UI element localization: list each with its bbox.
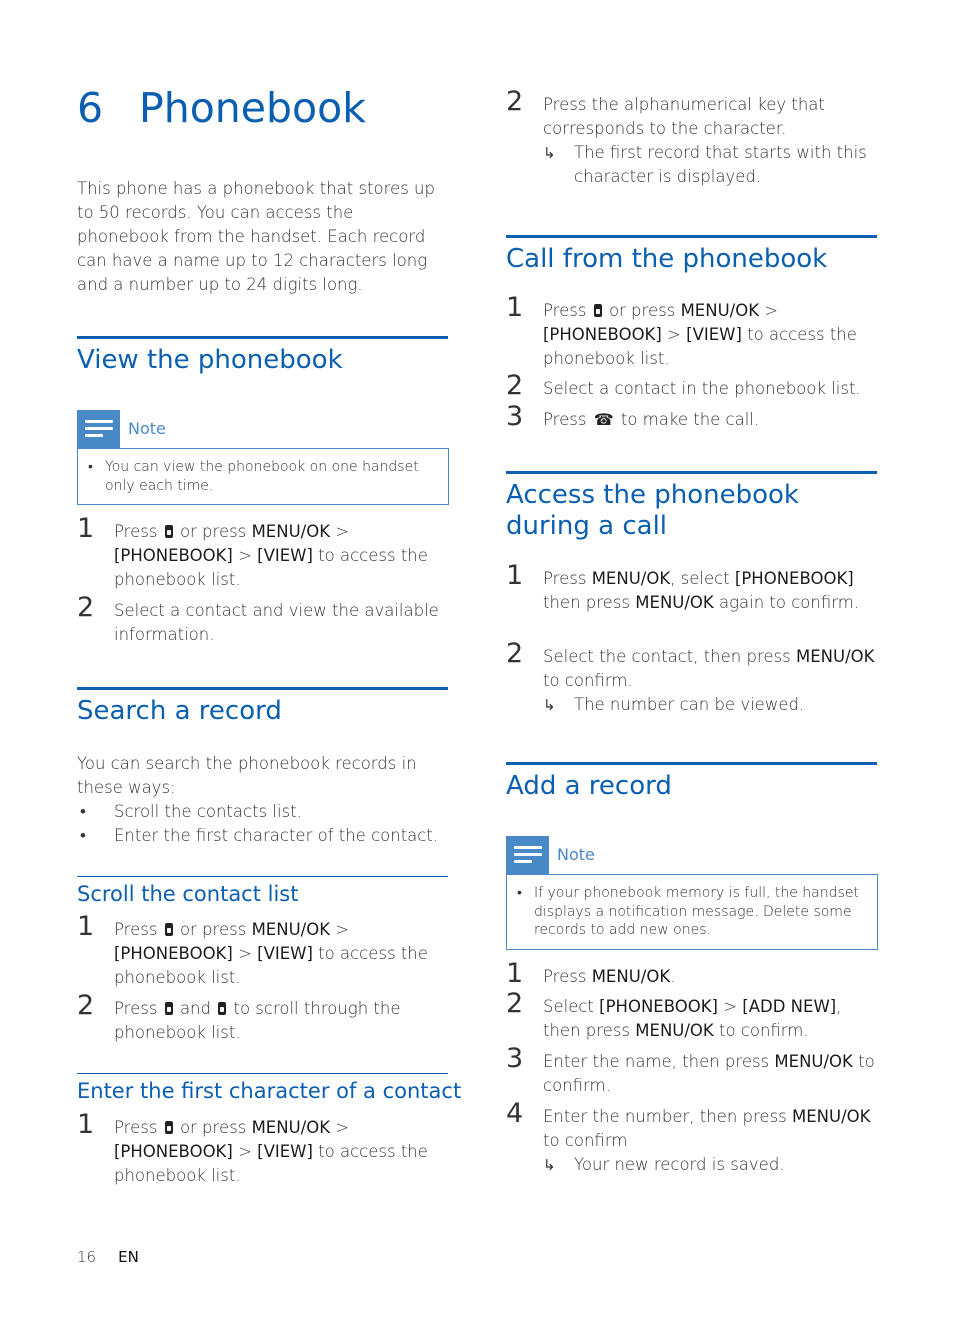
add-step-2 bbox=[506, 988, 878, 1043]
bullet-dot: • bbox=[517, 885, 522, 901]
note-view bbox=[77, 410, 449, 505]
intro-paragraph: This phone has a phonebook that stores up to 50 records. You can access the phonebook from the handset. Each record can have a name up to 12 characters long and a number up to 24 digits long. bbox=[77, 179, 435, 294]
step-number: 2 bbox=[506, 370, 524, 401]
step-number: 2 bbox=[506, 638, 524, 669]
step-text: Press MENU/OK. bbox=[543, 967, 676, 986]
first-char-step-1 bbox=[77, 1109, 449, 1188]
call-key-icon: ☎ bbox=[593, 410, 614, 429]
note-label: Note bbox=[128, 419, 166, 438]
search-bullets bbox=[77, 800, 449, 848]
page-footer bbox=[77, 1248, 139, 1266]
list-item: • Scroll the contacts list. bbox=[80, 802, 302, 821]
chapter-name: Phonebook bbox=[139, 84, 366, 132]
step-number: 1 bbox=[506, 560, 524, 591]
step-text: Press or press MENU/OK > [PHONEBOOK] > [VIEW] to access the phonebook list. bbox=[114, 920, 428, 987]
step-number: 1 bbox=[77, 911, 95, 942]
language-code: EN bbox=[118, 1248, 139, 1266]
step-number: 3 bbox=[506, 401, 524, 432]
step-text: Press or press MENU/OK > [PHONEBOOK] > [VIEW] to access the phonebook list. bbox=[543, 301, 857, 368]
result-arrow-icon: ↳ bbox=[543, 696, 556, 714]
step-number: 1 bbox=[506, 958, 524, 989]
first-char-step-2 bbox=[506, 86, 878, 189]
add-step-4 bbox=[506, 1098, 878, 1177]
add-step-1 bbox=[506, 958, 878, 989]
note-icon bbox=[77, 410, 120, 448]
step-result: ↳ Your new record is saved. bbox=[543, 1153, 878, 1177]
note-icon bbox=[506, 836, 549, 874]
subheading-scroll: Scroll the contact list bbox=[77, 876, 448, 907]
step-number: 2 bbox=[506, 86, 524, 117]
note-header bbox=[77, 410, 449, 448]
list-item: • Enter the first character of the contact. bbox=[80, 826, 439, 845]
scroll-up-icon bbox=[165, 1002, 173, 1015]
note-text: If your phonebook memory is full, the handset displays a notification message. Delete some records to add new ones. bbox=[534, 885, 859, 938]
phonebook-handset-icon bbox=[594, 304, 602, 317]
note-box bbox=[506, 874, 878, 950]
step-text: Press or press MENU/OK > [PHONEBOOK] > [VIEW] to access the phonebook list. bbox=[114, 1118, 428, 1185]
bullet-dot: • bbox=[88, 459, 93, 475]
result-arrow-icon: ↳ bbox=[543, 1156, 556, 1174]
step-number: 1 bbox=[77, 1109, 95, 1140]
chapter-title bbox=[77, 84, 366, 132]
scroll-step-2 bbox=[77, 990, 449, 1045]
step-number: 2 bbox=[77, 592, 95, 623]
phonebook-handset-icon bbox=[165, 1121, 173, 1134]
note-label: Note bbox=[557, 845, 595, 864]
section-heading-search: Search a record bbox=[77, 687, 448, 727]
section-heading-call: Call from the phonebook bbox=[506, 235, 877, 275]
step-text: Enter the name, then press MENU/OK to confirm. bbox=[543, 1052, 875, 1095]
note-text: You can view the phonebook on one handset only each time. bbox=[105, 459, 419, 494]
step-text: Press or press MENU/OK > [PHONEBOOK] > [VIEW] to access the phonebook list. bbox=[114, 522, 428, 589]
view-step-2 bbox=[77, 592, 449, 647]
call-step-3 bbox=[506, 401, 878, 432]
subheading-first-char: Enter the first character of a contact bbox=[77, 1073, 448, 1104]
step-number: 3 bbox=[506, 1043, 524, 1074]
chapter-number: 6 bbox=[77, 84, 104, 132]
result-arrow-icon: ↳ bbox=[543, 144, 556, 162]
step-number: 1 bbox=[77, 513, 95, 544]
note-box bbox=[77, 448, 449, 505]
during-step-1 bbox=[506, 560, 878, 615]
step-text: Enter the number, then press MENU/OK to confirm ↳ Your new record is saved. bbox=[543, 1105, 878, 1177]
step-text: Press ☎ to make the call. bbox=[543, 408, 878, 432]
step-text: Select the contact, then press MENU/OK to confirm. ↳ The number can be viewed. bbox=[543, 645, 878, 717]
search-intro: You can search the phonebook records in these ways: bbox=[77, 754, 417, 797]
step-text: Select a contact in the phonebook list. bbox=[543, 379, 861, 398]
step-number: 2 bbox=[506, 988, 524, 1019]
step-number: 4 bbox=[506, 1098, 524, 1129]
page-number: 16 bbox=[77, 1248, 97, 1266]
scroll-step-1 bbox=[77, 911, 449, 990]
step-text: Press and to scroll through the phonebook list. bbox=[114, 999, 401, 1042]
step-result: ↳ The first record that starts with this character is displayed. bbox=[543, 143, 867, 186]
note-add bbox=[506, 836, 878, 950]
note-header bbox=[506, 836, 878, 874]
view-step-1 bbox=[77, 513, 449, 592]
add-step-3 bbox=[506, 1043, 878, 1098]
call-step-2 bbox=[506, 370, 878, 401]
during-step-2 bbox=[506, 638, 878, 717]
section-heading-during-call: Access the phonebook during a call bbox=[506, 471, 877, 542]
phonebook-handset-icon bbox=[165, 923, 173, 936]
step-text: Press MENU/OK, select [PHONEBOOK] then press MENU/OK again to confirm. bbox=[543, 569, 860, 612]
step-text: Press the alphanumerical key that corresponds to the character. ↳ The first record that starts with this character is displayed. bbox=[543, 93, 878, 189]
step-number: 1 bbox=[506, 292, 524, 323]
section-heading-view: View the phonebook bbox=[77, 336, 448, 376]
section-heading-add: Add a record bbox=[506, 762, 877, 802]
step-result: ↳ The number can be viewed. bbox=[543, 693, 878, 717]
scroll-down-icon bbox=[218, 1002, 226, 1015]
step-text: Select a contact and view the available information. bbox=[114, 601, 439, 644]
step-text: Select [PHONEBOOK] > [ADD NEW], then press MENU/OK to confirm. bbox=[543, 997, 842, 1040]
phonebook-handset-icon bbox=[165, 525, 173, 538]
call-step-1 bbox=[506, 292, 878, 371]
step-number: 2 bbox=[77, 990, 95, 1021]
